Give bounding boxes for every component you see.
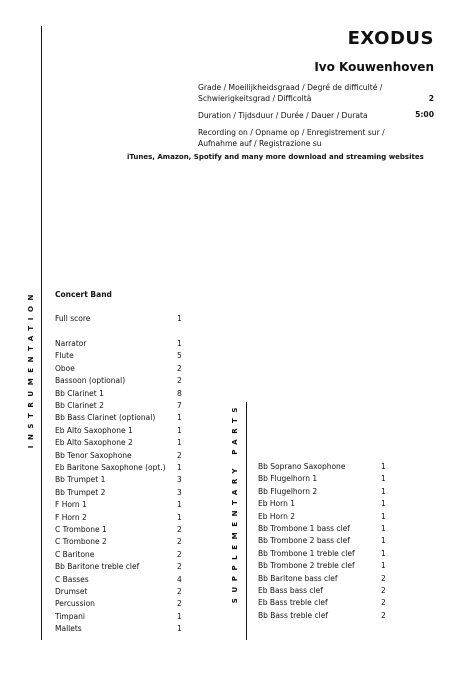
part-row [55,375,189,387]
part-name: C Trombone 1 [55,525,107,534]
part-row [55,536,189,548]
part-count: 1 [381,474,386,484]
part-row [258,523,393,535]
part-count: 2 [381,610,386,620]
part-name: Bb Trombone 1 bass clef [258,524,350,533]
part-count: 1 [177,314,182,323]
part-row [55,561,189,573]
part-row [258,473,393,485]
part-name: Oboe [55,363,75,373]
part-name: Eb Bass treble clef [258,598,328,608]
part-row [258,486,393,498]
part-count: 1 [381,511,386,521]
part-row [258,498,393,510]
instrumentation-side-label: INSTRUMENTATION [27,289,35,449]
part-row [258,597,393,609]
part-count: 1 [177,413,182,423]
part-name: F Horn 2 [55,512,87,522]
part-name: Bb Bass Clarinet (optional) [55,413,156,423]
part-name: Bb Clarinet 2 [55,401,104,410]
part-name: Bb Flugelhorn 2 [258,486,318,496]
part-name: Bb Trombone 1 treble clef [258,548,355,558]
part-count: 2 [177,549,182,559]
part-row [55,586,189,598]
part-count: 1 [177,425,182,435]
part-count: 1 [177,624,182,634]
part-name: Bassoon (optional) [55,376,126,386]
part-count: 1 [381,536,386,546]
part-name: Bb Baritone bass clef [258,573,338,583]
part-row [55,363,189,375]
part-row [55,400,189,412]
part-row [55,549,189,561]
part-row [55,412,189,424]
part-count: 1 [381,561,386,571]
part-name: Flute [55,351,74,361]
part-row [55,350,189,362]
part-count: 1 [177,512,182,522]
part-name: Bb Clarinet 1 [55,388,104,398]
part-name: Percussion [55,599,95,609]
part-count: 2 [177,363,182,373]
part-name: Drumset [55,587,88,596]
part-row [55,598,189,610]
part-count: 3 [177,487,182,497]
part-count: 8 [177,388,182,398]
part-row [258,535,393,547]
part-row [55,425,189,437]
part-name: Bb Flugelhorn 1 [258,474,318,484]
part-count: 2 [381,586,386,595]
part-count: 2 [381,573,386,583]
part-row [258,610,393,622]
part-name: Eb Horn 1 [258,499,295,509]
part-count: 1 [177,438,182,448]
part-count: 2 [177,599,182,609]
grade-label-line-2: Schwierigkeitsgrad / Difficoltà [198,94,312,103]
part-row [55,623,189,635]
part-count: 1 [381,524,386,533]
part-count: 1 [177,500,182,510]
part-name: Bb Trombone 2 treble clef [258,561,355,571]
part-name: Bb Tenor Saxophone [55,450,132,460]
part-count: 1 [177,463,182,472]
duration-value: 5:00 [415,110,434,119]
part-row [258,511,393,523]
part-count: 5 [177,351,182,361]
part-name: Bb Soprano Saxophone [258,462,346,471]
part-row [55,437,189,449]
part-count: 1 [381,486,386,496]
part-row [55,611,189,623]
part-row [55,338,189,350]
part-row [55,499,189,511]
supplementary-rule [246,402,247,640]
composer-name: Ivo Kouwenhoven [314,60,434,74]
part-name: Eb Baritone Saxophone (opt.) [55,463,166,472]
part-row [55,388,189,400]
part-row [55,574,189,586]
part-name: Full score [55,314,91,323]
part-count: 2 [177,537,182,547]
part-row [258,573,393,585]
part-name: F Horn 1 [55,500,87,510]
part-row [258,548,393,560]
part-name: Narrator [55,339,87,348]
part-name: Mallets [55,624,82,634]
part-count: 2 [177,562,182,572]
part-count: 1 [381,548,386,558]
recording-label-line-2: Aufnahme auf / Registrazione su [198,139,322,148]
part-name: Bb Bass treble clef [258,610,329,620]
page-title: EXODUS [347,28,434,49]
part-row [55,462,189,474]
part-name: Eb Bass bass clef [258,586,323,595]
part-count: 3 [177,475,182,485]
part-count: 7 [177,401,182,410]
part-count: 2 [381,598,386,608]
part-name: Bb Trumpet 2 [55,487,106,497]
part-name: C Trombone 2 [55,537,107,547]
part-name: Timpani [55,611,85,621]
part-row [258,560,393,572]
part-count: 2 [177,376,182,386]
part-row [55,524,189,536]
full-score-row [55,313,185,325]
part-count: 1 [177,611,182,621]
part-row [258,585,393,597]
part-row [55,487,189,499]
part-row [55,450,189,462]
part-row [55,474,189,486]
part-row [55,512,189,524]
supplementary-side-label: SUPPLEMENTARY PARTS [231,402,239,604]
part-count: 2 [177,525,182,534]
part-name: C Basses [55,574,89,584]
part-count: 2 [177,450,182,460]
part-name: Eb Horn 2 [258,511,295,521]
part-name: C Baritone [55,549,95,559]
part-count: 1 [381,499,386,509]
part-name: Bb Trombone 2 bass clef [258,536,350,546]
part-name: Eb Alto Saxophone 1 [55,425,133,435]
part-name: Bb Baritone treble clef [55,562,140,572]
recording-label-line-1: Recording on / Opname op / Enregistrement sur / [198,128,385,137]
part-count: 1 [381,462,386,471]
grade-value: 2 [428,94,434,103]
streaming-tagline: iTunes, Amazon, Spotify and many more download and streaming websites [127,153,424,161]
section-title: Concert Band [55,290,112,299]
part-count: 4 [177,574,182,584]
part-count: 1 [177,339,182,348]
part-count: 2 [177,587,182,596]
duration-label: Duration / Tijdsduur / Durée / Dauer / Durata [198,111,368,120]
left-rule [41,26,42,640]
part-name: Eb Alto Saxophone 2 [55,438,133,448]
part-name: Bb Trumpet 1 [55,475,106,485]
part-row [258,461,393,473]
grade-label-line-1: Grade / Moeilijkheidsgraad / Degré de difficulté / [198,83,383,92]
